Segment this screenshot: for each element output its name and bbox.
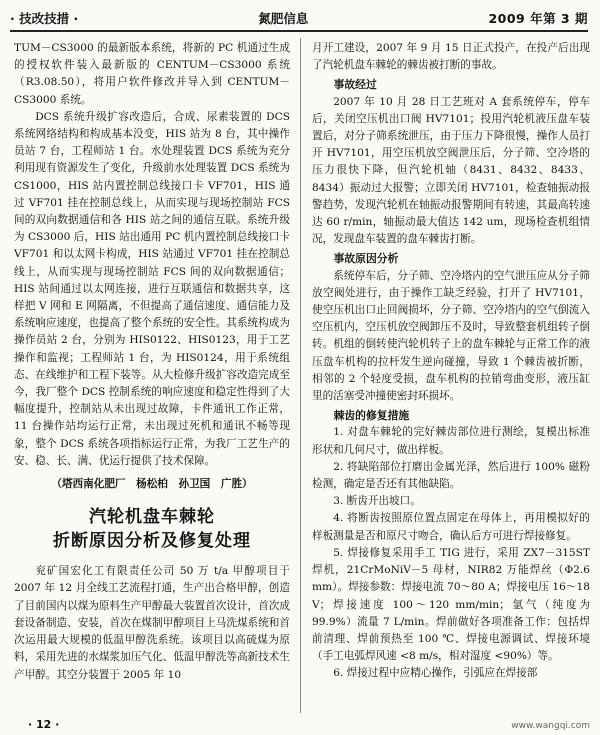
paragraph: DCS 系统升级扩容改造后，合成、尿素装置的 DCS 系统网络结构和构成基本没变，HIS 站为 8 台，其中操作员站 7 台，工程师站 1 台。水处理装置 DCS 系统为充分利用现有资源发生了变化，升级前水处理装置 DCS 系统为 CS1000，HIS 站内置控制总线接口卡 VF701，HIS 通过 VF701 挂在控制总线上，从而实现与现场控制站 FCS 间的双向数据通信和各 HIS 站之间的通信互联。系统升级为 CS3000 后，HIS 站出通用 PC 机内置控制总线接口卡 VF701 和以太网卡构成，HIS 站通过 VF701 挂在控制总线上，从而实现与现场控制站 FCS 间的双向数据通信；HIS 站间通过以太网连接，进行互联通信和数据共享，这样把 V 网和 E 网隔离，不但提高了通信速度、通信能力及系统响应速度，也提高了整个系统的安全性。其系统构成为操作员站 2 台，分别为 HIS0122、HIS0123，用于工艺操作和监视；工程师站 1 台，为 HIS0124，用于系统组态、在线维护和工程下装等。从大检修升级扩容改造完成至今，我厂整个 DCS 控制系统的响应速度和稳定性得到了大幅度提升，控制站从未出现过故障，卡件通讯工作正常，11 台操作站均运行正常，未出现过死机和通讯不畅等现象，整个 DCS 系统各项指标运行正常，为我厂工艺生产的安、稳、长、满、优运行提供了技术保障。: [14, 110, 290, 467]
section-label: · 技改技措 ·: [10, 11, 79, 26]
right-column: [312, 40, 590, 715]
column-divider: [300, 38, 301, 713]
list-item: 1. 对盘车棘轮的完好棘齿部位进行测绘，复模出标准形状和几何尺寸，做出样板。: [312, 426, 590, 456]
watermark: www.wangqi.com: [511, 721, 590, 731]
title-line: 汽轮机盘车棘轮: [89, 507, 215, 528]
list-item: 6. 焊接过程中应精心操作，引弧应在焊接部: [333, 667, 538, 680]
issue-label: 2009 年第 3 期: [488, 11, 588, 26]
title-line: 折断原因分析及修复处理: [53, 531, 251, 552]
page-number: · 12 ·: [28, 718, 60, 731]
list-item: 2. 将缺陷部位打磨出金属光泽，然后进行 100% 磁粉检测，确定是否还有其他缺陷。: [312, 460, 590, 491]
article-title: [14, 505, 290, 553]
paragraph: TUM－CS3000 的最新版本系统，将新的 PC 机通过生成的授权软件装入最新版的 CENTUM－CS3000 系统（R3.08.50），将用户软件修改并导入到 CENTUM－CS3000 系统。: [14, 42, 290, 106]
author-byline: （塔西南化肥厂 杨松柏 孙卫国 广胜）: [51, 478, 253, 491]
section-heading: 事故经过: [333, 78, 377, 92]
list-item: 4. 将断齿按照原位置点固定在母体上，再用模拟好的样板测量是否和原尺寸吻合，确认后方可进行焊接修复。: [312, 512, 590, 542]
paragraph: 兖矿国宏化工有限责任公司 50 万 t/a 甲醇项目于 2007 年 12 月全线工艺流程打通，生产出合格甲醇，创造了目前国内以煤为原料生产甲醇最大装置首次设计，首次成套设备制造、安装，首次在煤制甲醇项目上马洗煤系统和首次运用最大规模的低温甲醇洗系统。该项目以高硫煤为原料，采用先进的水煤浆加压气化、低温甲醇洗等高新技术生产甲醇。其空分装置于 2005 年 10: [14, 565, 290, 681]
left-column: [14, 40, 290, 715]
paragraph: 系统停车后，分子筛、空冷塔内的空气泄压应从分子筛放空阀处进行，由于操作工缺乏经验，打开了 HV7101，使空压机出口止回阀损坏，分子筛、空冷塔内的空气倒流入空压机内，空压机放空阀卸压不及时，导致整套机组转子倒转。机组的倒转使汽轮机转子上的盘车棘轮与正常工作的液压盘车机构的拉杆发生逆向碰撞，导致 1 个棘齿被折断，相邻的 2 个轻度受损，盘车机构的拉销弯曲变形，液压缸里的活塞受冲撞使密封环损坏。: [312, 269, 590, 403]
paragraph: 2007 年 10 月 28 日工艺班对 A 套系统停车，停车后，关闭空压机出口阀 HV7101；投用汽轮机液压盘车装置后，对分子筛系统泄压，由于压力下降很慢，操作人员打开 HV7101，用空压机放空阀泄压后，分子筛、空冷塔的压力很快下降，但汽轮机轴（8431、8432、8433、8434）振动过大报警；立即关闭 HV7101，检查轴振动报警趋势，发现汽轮机在轴振动报警期间有转速，其最高转速达 60 r/min，轴振动最大值达 142 um，现场检查机组情况，发现盘车装置的盘车棘齿打断。: [312, 95, 590, 246]
section-heading: 棘齿的修复措施: [333, 409, 410, 423]
journal-name: 氮肥信息: [258, 11, 309, 26]
page-header: [10, 6, 588, 32]
list-item: 5. 焊接修复采用手工 TIG 进行，采用 ZX7－315ST 焊机，21CrMoNiV－5 母材，NIR82 万能焊丝（Φ2.6 mm）。焊接参数：焊接电流 70～80 A；焊接电压 16～18 V；焊接速度 100～120 mm/min；氩气（纯度为 99.9%）流量 7 L/min。焊前做好各项准备工作：包括焊前清理、焊前预热至 100 ℃、焊接电源调试、焊接环境（手工电弧焊风速 <8 m/s，相对湿度 <90%）等。: [312, 546, 590, 663]
list-item: 3. 断齿开出坡口。: [333, 495, 421, 508]
section-heading: 事故原因分析: [333, 252, 399, 266]
paragraph: 月开工建设，2007 年 9 月 15 日正式投产，在投产后出现了汽轮机盘车棘轮的棘齿被打断的事故。: [312, 42, 590, 72]
